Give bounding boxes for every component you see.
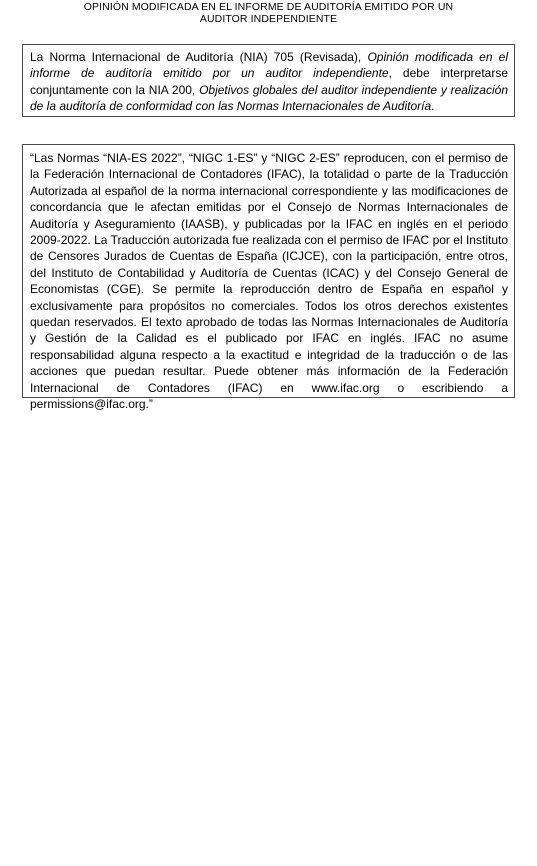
copyright-box xyxy=(22,144,515,412)
header-line-1: OPINIÓN MODIFICADA EN EL INFORME DE AUDITORÍA EMITIDO POR UN xyxy=(83,1,454,13)
nia-705-title: Opinión modificada en el informe de auditoría emitido por un auditor independiente xyxy=(30,50,508,81)
intro-text-1: La Norma Internacional de Auditoría (NIA) 705 (Revisada), xyxy=(30,50,368,64)
intro-text-2: , debe interpretarse conjuntamente con la NIA 200, xyxy=(30,66,509,97)
page-header xyxy=(0,2,537,25)
copyright-text: “Las Normas “NIA-ES 2022”, “NIGC 1-ES” y “NIGC 2-ES” reproducen, con el permiso de la Federación Internacional de Contadores (IFAC), la totalidad o parte de la Traducción Autorizada al español de la norma internacional correspondiente y las modificaciones de concordancia que le afectan emitidas por el Consejo de Normas Internacionales de Auditoría y Aseguramiento (IAASB), y publicadas por la IFAC en inglés en el periodo 2009-2022. La Traducción autorizada fue realizada con el permiso de IFAC por el Instituto de Censores Jurados de Cuentas de España (ICJCE), con la participación, entre otros, del Instituto de Contabilidad y Auditoría de Cuentas (ICAC) y del Consejo General de Economistas (CGE). Se permite la reproducción dentro de España en español y exclusivamente para propósitos no comerciales. Todos los otros derechos existentes quedan reservados. El texto aprobado de todas las Normas Internacionales de Auditoría y Gestión de la Calidad es el publicado por IFAC en inglés. IFAC no asume responsabilidad alguna respecto a la exactitud e integridad de la traducción o de las acciones que puedan resultar. Puede obtener más información de la Federación Internacional de Contadores (IFAC) en www.ifac.org o escribiendo a permissions@ifac.org.” xyxy=(30,151,508,412)
intro-box xyxy=(22,44,515,117)
intro-text-3: . xyxy=(431,99,435,114)
header-line-2: AUDITOR INDEPENDIENTE xyxy=(199,12,338,25)
nia-200-title: Objetivos globales del auditor independiente y realización de la auditoría de conformidad con las Normas Internacionales de Auditoría xyxy=(30,82,508,114)
